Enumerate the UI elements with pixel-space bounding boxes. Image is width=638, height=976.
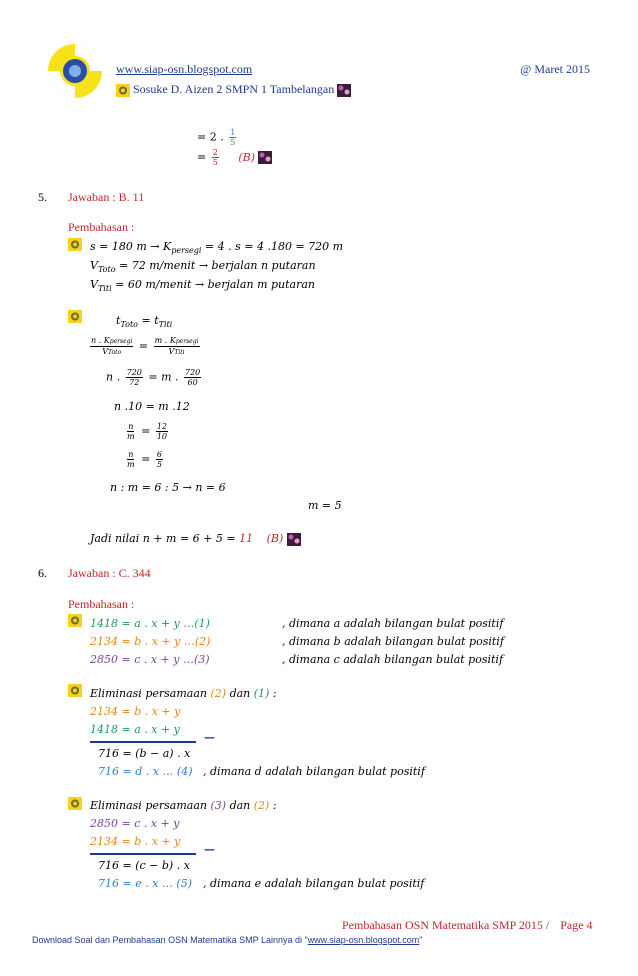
q5-line-nm: n .10 = m .12 <box>114 400 190 413</box>
frac-num: 720 <box>126 368 142 377</box>
num-text: m . K <box>154 336 176 345</box>
q5-line-2-sub: Toto <box>97 265 116 274</box>
elim2-title-d: (2) <box>253 799 270 812</box>
frac-num: 1 <box>230 128 236 137</box>
q5-answer: Jawaban : B. 11 <box>68 190 145 204</box>
elim1-title-b: (2) <box>210 687 227 700</box>
q5-pembahasan: Pembahasan : <box>68 220 135 234</box>
top-answer: (B) <box>238 150 255 164</box>
frac-den: m <box>127 460 135 469</box>
q6-answer: Jawaban : C. 344 <box>68 566 151 580</box>
q5-m-value: m = 5 <box>308 499 342 512</box>
emblem-icon <box>68 238 82 251</box>
conclusion-text: Jadi nilai n + m = 6 + 5 = <box>90 532 236 545</box>
avatar-icon <box>258 151 272 164</box>
header-author: Sosuke D. Aizen 2 SMPN 1 Tambelangan <box>133 82 335 96</box>
frac-den: 5 <box>156 460 162 469</box>
footer-download-link[interactable]: www.siap-osn.blogspot.com <box>307 935 420 945</box>
logo-icon <box>46 42 104 100</box>
elim2-minus: — <box>204 843 215 856</box>
footer-download-end: " <box>419 935 423 945</box>
num-text: n . K <box>91 336 110 345</box>
q6-eq-3-desc: , dimana c adalah bilangan bulat positif <box>282 653 504 666</box>
t-a: t <box>116 314 121 327</box>
top-line-2 <box>197 148 272 167</box>
emblem-icon <box>68 310 82 323</box>
elim1-title-d: (1) <box>253 687 270 700</box>
q5-frac-1: $\frac{\text{n . Kpersegi}}{\text{VToto}}$ = $\frac{\text{m . Kpersegi}}{\text{VTiti}}$ <box>91 336 199 356</box>
elim2-title-a: Eliminasi persamaan <box>90 799 207 812</box>
frac-den: 5 <box>230 138 236 147</box>
elim2-row-4: 716 = e . x … (5) <box>98 877 192 890</box>
frac-right <box>154 336 200 357</box>
frac-num: 720 <box>185 368 201 377</box>
q5-line-2 <box>90 259 316 274</box>
q6-eq-1-desc: , dimana a adalah bilangan bulat positif <box>282 617 504 630</box>
q5-line-3-sub: Titi <box>97 284 112 293</box>
emblem-icon <box>68 797 82 810</box>
q5-line-2-a: V <box>90 259 98 272</box>
q5-frac-2 <box>106 368 203 387</box>
frac4-left <box>126 450 136 469</box>
top-frac-2 <box>212 148 219 167</box>
q5-ratio: n : m = 6 : 5 → n = 6 <box>110 481 226 494</box>
footer-download <box>32 935 422 945</box>
num-sub: persegi <box>109 338 133 345</box>
q5-line-3-a: V <box>90 278 98 291</box>
t-b-sub: Titi <box>158 320 173 329</box>
frac2-b: = m . <box>148 370 179 384</box>
top-line-1-text: = 2 . <box>197 130 224 144</box>
elim1-row-3: 716 = (b − a) . x <box>98 747 191 760</box>
q5-t-equation <box>116 314 172 329</box>
t-b: = t <box>137 314 159 327</box>
top-frac-1 <box>229 128 236 147</box>
den-sub: Toto <box>108 349 122 356</box>
elim1-title-c: dan <box>229 687 251 700</box>
elim1-minus: — <box>204 731 215 744</box>
top-line-2-text: = <box>197 150 207 164</box>
q5-line-1 <box>90 240 343 255</box>
frac-num: 2 <box>212 148 218 157</box>
elim2-title-c: dan <box>229 799 251 812</box>
elim1-title-a: Eliminasi persamaan <box>90 687 207 700</box>
frac-num: n <box>128 450 134 459</box>
frac-num: 12 <box>156 422 167 431</box>
q5-number: 5. <box>38 190 47 204</box>
header-site[interactable] <box>116 62 252 77</box>
header-author-row <box>116 82 351 97</box>
elim2-rule <box>90 853 196 855</box>
frac-den: 60 <box>187 378 198 387</box>
den-text: V <box>102 347 109 356</box>
elim2-title <box>90 799 277 812</box>
q5-line-2-b: = 72 m/menit → berjalan n putaran <box>115 259 316 272</box>
top-line-1 <box>197 128 238 147</box>
frac-num: n <box>128 422 134 431</box>
q6-eq-2-desc: , dimana b adalah bilangan bulat positif <box>282 635 504 648</box>
site-link[interactable]: www.siap-osn.blogspot.com <box>116 62 253 76</box>
q5-line-1-b: = 4 . s = 4 .180 = 720 m <box>201 240 344 253</box>
elim2-row-3: 716 = (c − b) . x <box>98 859 190 872</box>
frac-den: 10 <box>156 432 167 441</box>
q5-line-3-b: = 60 m/menit → berjalan m putaran <box>111 278 316 291</box>
conclusion-value: 11 <box>239 532 254 545</box>
q6-eq-2: 2134 = b . x + y …(2) <box>90 635 211 648</box>
conclusion-answer: (B) <box>266 532 284 545</box>
avatar-icon <box>337 84 351 97</box>
t-a-sub: Toto <box>120 320 138 329</box>
den-text: V <box>168 347 175 356</box>
elim2-row-4-desc: , dimana e adalah bilangan bulat positif <box>203 877 425 890</box>
elim1-row-4: 716 = d . x … (4) <box>98 765 193 778</box>
q5-line-3 <box>90 278 315 293</box>
elim1-rule <box>90 741 196 743</box>
q6-eq-1: 1418 = a . x + y …(1) <box>90 617 210 630</box>
q5-frac-4: $\frac{n}{m}$ = $\frac{6}{5}$ <box>127 450 162 469</box>
elim1-row-4-desc: , dimana d adalah bilangan bulat positif <box>203 765 425 778</box>
avatar-icon <box>287 533 301 546</box>
emblem-icon <box>116 84 130 97</box>
frac-den: 5 <box>212 158 218 167</box>
frac4-right <box>156 450 163 469</box>
frac2-right <box>184 368 201 387</box>
q5-conclusion <box>90 532 301 546</box>
elim2-title-b: (3) <box>210 799 227 812</box>
frac3-left <box>126 422 136 441</box>
frac2-a: n . <box>106 370 121 384</box>
frac-den: m <box>127 432 135 441</box>
num-sub: persegi <box>175 338 199 345</box>
den-sub: Titi <box>174 349 185 356</box>
emblem-icon <box>68 614 82 627</box>
frac-den: 72 <box>129 378 140 387</box>
footer-download-text: Download Soal dan Pembahasan OSN Matematika SMP Lainnya di " <box>32 935 308 945</box>
elim2-title-e: : <box>272 799 277 812</box>
elim1-row-1: 2134 = b . x + y <box>90 705 181 718</box>
q5-line-1-a: s = 180 m → K <box>90 240 172 253</box>
q5-line-1-sub: persegi <box>171 246 202 255</box>
frac3-right <box>156 422 168 441</box>
frac2-left <box>126 368 143 387</box>
footer-title-text: Pembahasan OSN Matematika SMP 2015 / <box>342 918 550 932</box>
footer-page: Page 4 <box>560 918 593 932</box>
elim1-title <box>90 687 277 700</box>
frac-left <box>90 336 133 357</box>
elim2-row-2: 2134 = b . x + y <box>90 835 181 848</box>
q6-pembahasan: Pembahasan : <box>68 597 135 611</box>
footer-title <box>342 918 593 933</box>
q6-eq-3: 2850 = c . x + y …(3) <box>90 653 210 666</box>
frac-num: 6 <box>156 450 162 459</box>
elim1-title-e: : <box>272 687 277 700</box>
header-date: @ Maret 2015 <box>520 62 590 76</box>
elim1-row-2: 1418 = a . x + y <box>90 723 180 736</box>
emblem-icon <box>68 684 82 697</box>
elim2-row-1: 2850 = c . x + y <box>90 817 180 830</box>
q6-number: 6. <box>38 566 47 580</box>
q5-frac-3: $\frac{n}{m}$ = $\frac{12}{10}$ <box>127 422 167 441</box>
